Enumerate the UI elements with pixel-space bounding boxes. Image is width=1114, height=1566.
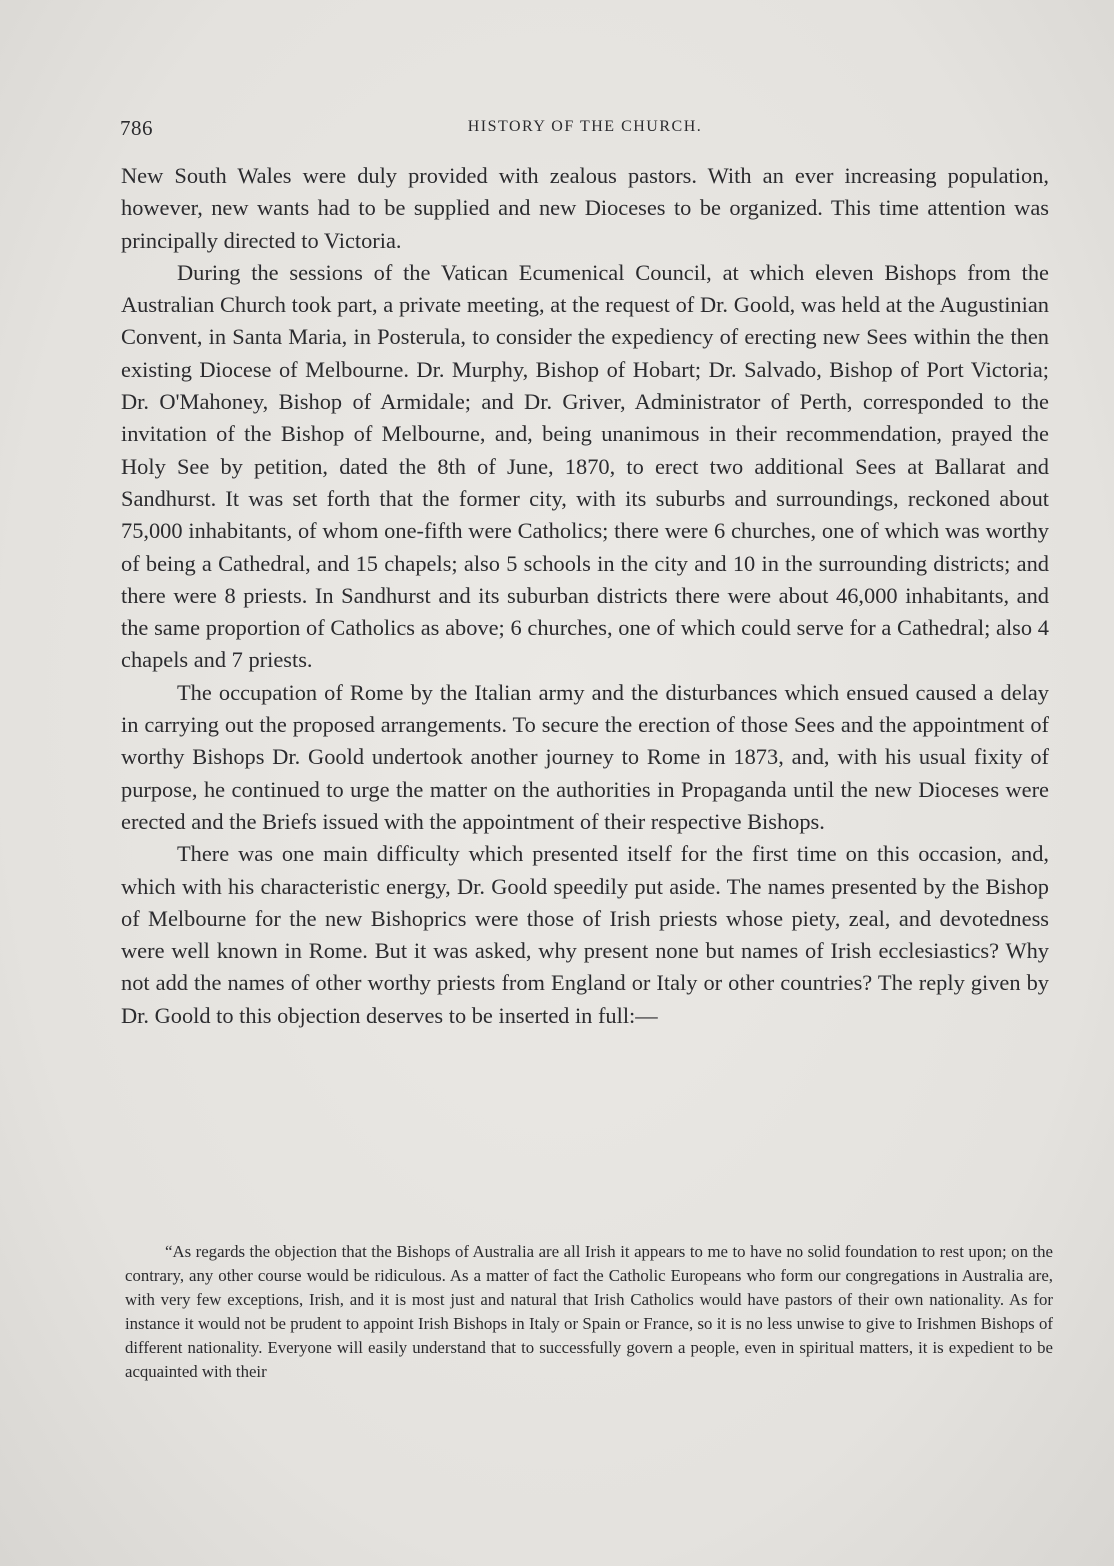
quote-text: “As regards the objection that the Bishops of Australia are all Irish it appears to me to have no solid foundation to rest upon; on the contrary, any other course would be ridiculous. As a matter of fact the Catholic Europeans who form our congregations in Australia are, with very few exceptions, Irish, and it is most just and natural that Irish Catholics would have pastors of their own nationality. As for instance it would not be prudent to appoint Irish Bishops in Italy or Spain or France, so it is no less unwise to give to Irishmen Bishops of different nationality. Everyone will easily understand that to successfully govern a people, even in spiritual matters, it is expedient to be acquainted with their: [125, 1242, 1053, 1381]
page-number: 786: [120, 116, 153, 140]
running-head: HISTORY OF THE CHURCH.: [467, 118, 703, 135]
paragraph-4: There was one main difficulty which presented itself for the first time on this occasion, and, which with his characteristic energy, Dr. Goold speedily put aside. The names presented by the Bishop of Melbourne for the new Bishoprics were those of Irish priests whose piety, zeal, and devotedness were well known in Rome. But it was asked, why present none but names of Irish ecclesiastics? Why not add the names of other worthy priests from England or Italy or other countries? The reply given by Dr. Goold to this objection deserves to be inserted in full:—: [121, 841, 1049, 1028]
page-header: [120, 112, 1050, 142]
paragraph-3: The occupation of Rome by the Italian army and the disturbances which ensued caused a delay in carrying out the proposed arrangements. To secure the erection of those Sees and the appointment of worthy Bishops Dr. Goold undertook another journey to Rome in 1873, and, with his usual fixity of purpose, he continued to urge the matter on the authorities in Propaganda until the new Dioceses were erected and the Briefs issued with the appointment of their respective Bishops.: [121, 679, 1049, 834]
block-quote: [125, 1240, 1053, 1384]
paragraph-1: New South Wales were duly provided with zealous pastors. With an ever increasing population, however, new wants had to be supplied and new Dioceses to be organized. This time attention was principally directed to Victoria.: [121, 163, 1049, 253]
body-text: [121, 160, 1049, 1032]
paragraph-2: During the sessions of the Vatican Ecumenical Council, at which eleven Bishops from the Australian Church took part, a private meeting, at the request of Dr. Goold, was held at the Augustinian Convent, in Santa Maria, in Posterula, to consider the expediency of erecting new Sees within the then existing Diocese of Melbourne. Dr. Murphy, Bishop of Hobart; Dr. Salvado, Bishop of Port Victoria; Dr. O'Mahoney, Bishop of Armidale; and Dr. Griver, Administrator of Perth, corresponded to the invitation of the Bishop of Melbourne, and, being unanimous in their recommendation, prayed the Holy See by petition, dated the 8th of June, 1870, to erect two additional Sees at Ballarat and Sandhurst. It was set forth that the former city, with its suburbs and surroundings, reckoned about 75,000 inhabitants, of whom one-fifth were Catholics; there were 6 churches, one of which was worthy of being a Cathedral, and 15 chapels; also 5 schools in the city and 10 in the surrounding districts; and there were 8 priests. In Sandhurst and its suburban districts there were about 46,000 inhabitants, and the same proportion of Catholics as above; 6 churches, one of which could serve for a Cathedral; also 4 chapels and 7 priests.: [121, 259, 1049, 673]
